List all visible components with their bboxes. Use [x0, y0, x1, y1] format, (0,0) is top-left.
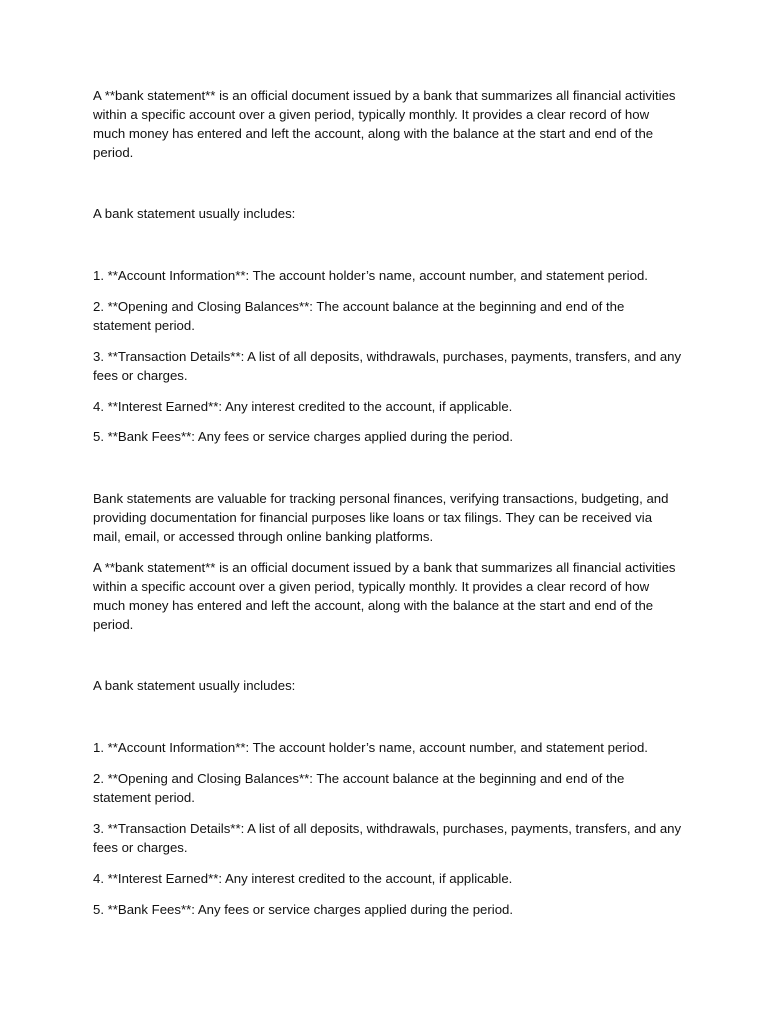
includes-heading-repeat: A bank statement usually includes: [93, 678, 296, 693]
list-item-account-information-repeat: 1. **Account Information**: The account holder’s name, account number, and statement period. [93, 740, 648, 755]
list-item-account-information: 1. **Account Information**: The account holder’s name, account number, and statement period. [93, 268, 648, 283]
list-item-transaction-details-repeat: 3. **Transaction Details**: A list of all deposits, withdrawals, purchases, payments, transfers, and any fees or charges. [93, 821, 682, 855]
summary-paragraph: Bank statements are valuable for tracking personal finances, verifying transactions, budgeting, and providing documentation for financial purposes like loans or tax filings. They can be received via mail, email, or accessed through online banking platforms. [93, 491, 669, 544]
intro-paragraph-repeat: A **bank statement** is an official document issued by a bank that summarizes all financial activities within a specific account over a given period, typically monthly. It provides a clear record of how much money has entered and left the account, along with the balance at the start and end of the period. [93, 560, 676, 632]
list-item-opening-closing-balances-repeat: 2. **Opening and Closing Balances**: The account balance at the beginning and end of the statement period. [93, 771, 625, 805]
list-item-interest-earned-repeat: 4. **Interest Earned**: Any interest credited to the account, if applicable. [93, 871, 513, 886]
list-item-opening-closing-balances: 2. **Opening and Closing Balances**: The account balance at the beginning and end of the statement period. [93, 299, 625, 333]
list-item-bank-fees-repeat: 5. **Bank Fees**: Any fees or service charges applied during the period. [93, 902, 514, 917]
list-item-bank-fees: 5. **Bank Fees**: Any fees or service charges applied during the period. [93, 429, 514, 444]
list-item-transaction-details: 3. **Transaction Details**: A list of all deposits, withdrawals, purchases, payments, transfers, and any fees or charges. [93, 349, 682, 383]
includes-heading: A bank statement usually includes: [93, 206, 296, 221]
intro-paragraph: A **bank statement** is an official document issued by a bank that summarizes all financial activities within a specific account over a given period, typically monthly. It provides a clear record of how much money has entered and left the account, along with the balance at the start and end of the period. [93, 88, 676, 160]
list-item-interest-earned: 4. **Interest Earned**: Any interest credited to the account, if applicable. [93, 399, 513, 414]
